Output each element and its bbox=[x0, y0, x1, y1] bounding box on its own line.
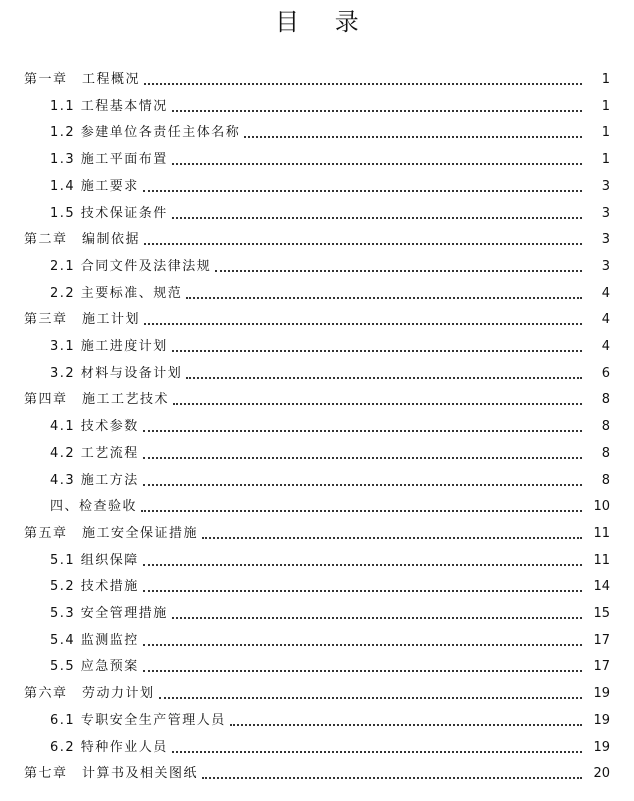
toc-entry-label: 4.3 施工方法 bbox=[50, 473, 139, 488]
toc-entry-label: 第五章 施工安全保证措施 bbox=[24, 526, 199, 541]
toc-entry-page-number: 8 bbox=[601, 392, 610, 407]
dot-leader bbox=[143, 484, 582, 486]
toc-chapter-entry[interactable] bbox=[0, 303, 634, 329]
toc-entry-page-number: 1 bbox=[601, 152, 610, 167]
dot-leader bbox=[172, 350, 582, 352]
toc-section-entry[interactable] bbox=[0, 437, 634, 463]
dot-leader bbox=[172, 751, 582, 753]
dot-leader bbox=[172, 217, 582, 219]
toc-entry-page-number: 8 bbox=[601, 419, 610, 434]
toc-entry-page-number: 4 bbox=[601, 286, 610, 301]
toc-entry-label: 5.1 组织保障 bbox=[50, 553, 139, 568]
toc-entry-page-number: 19 bbox=[593, 740, 610, 755]
dot-leader bbox=[143, 564, 582, 566]
toc-section-entry[interactable] bbox=[0, 597, 634, 623]
dot-leader bbox=[159, 697, 582, 699]
dot-leader bbox=[143, 644, 582, 646]
dot-leader bbox=[143, 430, 582, 432]
toc-entry-label: 5.5 应急预案 bbox=[50, 659, 139, 674]
toc-chapter-entry[interactable] bbox=[0, 677, 634, 703]
dot-leader bbox=[172, 617, 582, 619]
toc-entry-page-number: 8 bbox=[601, 473, 610, 488]
toc-entry-page-number: 1 bbox=[601, 72, 610, 87]
toc-entry-page-number: 3 bbox=[601, 232, 610, 247]
dot-leader bbox=[143, 457, 582, 459]
dot-leader bbox=[144, 243, 582, 245]
toc-section-entry[interactable] bbox=[0, 116, 634, 142]
toc-entry-page-number: 3 bbox=[601, 179, 610, 194]
toc-entry-label: 4.1 技术参数 bbox=[50, 419, 139, 434]
toc-entry-page-number: 4 bbox=[601, 339, 610, 354]
toc-entry-page-number: 8 bbox=[601, 446, 610, 461]
dot-leader bbox=[144, 323, 582, 325]
toc-entry-label: 1.1 工程基本情况 bbox=[50, 99, 168, 114]
toc-section-entry[interactable] bbox=[0, 410, 634, 436]
toc-entry-page-number: 1 bbox=[601, 125, 610, 140]
toc-entry-label: 5.2 技术措施 bbox=[50, 579, 139, 594]
toc-entry-label: 3.2 材料与设备计划 bbox=[50, 366, 183, 381]
toc-entry-page-number: 14 bbox=[593, 579, 610, 594]
toc-entry-page-number: 11 bbox=[593, 526, 610, 541]
toc-entry-label: 5.4 监测监控 bbox=[50, 633, 139, 648]
toc-entry-page-number: 6 bbox=[601, 366, 610, 381]
dot-leader bbox=[230, 724, 582, 726]
toc-entry-page-number: 19 bbox=[593, 686, 610, 701]
toc-entry-label: 2.2 主要标准、规范 bbox=[50, 286, 183, 301]
toc-entry-label: 1.5 技术保证条件 bbox=[50, 206, 168, 221]
toc-entry-label: 第一章 工程概况 bbox=[24, 72, 141, 87]
toc-entry-label: 四、检查验收 bbox=[50, 499, 138, 514]
toc-section-entry[interactable] bbox=[0, 143, 634, 169]
dot-leader bbox=[173, 403, 582, 405]
toc-section-entry[interactable] bbox=[0, 570, 634, 596]
toc-entry-label: 第二章 编制依据 bbox=[24, 232, 141, 247]
toc-entry-label: 第四章 施工工艺技术 bbox=[24, 392, 170, 407]
toc-section-entry[interactable] bbox=[0, 170, 634, 196]
toc-section-entry[interactable] bbox=[0, 464, 634, 490]
toc-chapter-entry[interactable] bbox=[0, 517, 634, 543]
toc-chapter-entry[interactable] bbox=[0, 63, 634, 89]
toc-section-entry[interactable] bbox=[0, 330, 634, 356]
toc-entry-label: 第六章 劳动力计划 bbox=[24, 686, 155, 701]
toc-entry-label: 6.1 专职安全生产管理人员 bbox=[50, 713, 226, 728]
toc-entry-label: 1.4 施工要求 bbox=[50, 179, 139, 194]
toc-section-entry[interactable] bbox=[0, 250, 634, 276]
toc-entry-page-number: 10 bbox=[593, 499, 610, 514]
dot-leader bbox=[244, 136, 582, 138]
dot-leader bbox=[186, 377, 582, 379]
dot-leader bbox=[143, 670, 582, 672]
dot-leader bbox=[143, 590, 582, 592]
toc-chapter-entry[interactable] bbox=[0, 757, 634, 783]
toc-section-entry[interactable] bbox=[0, 624, 634, 650]
toc-entry-page-number: 11 bbox=[593, 553, 610, 568]
toc-entry-label: 3.1 施工进度计划 bbox=[50, 339, 168, 354]
toc-section-entry[interactable] bbox=[0, 731, 634, 757]
toc-entry-label: 6.2 特种作业人员 bbox=[50, 740, 168, 755]
toc-section-entry[interactable] bbox=[0, 197, 634, 223]
toc-entry-page-number: 20 bbox=[593, 766, 610, 781]
dot-leader bbox=[215, 270, 582, 272]
toc-entry-label: 4.2 工艺流程 bbox=[50, 446, 139, 461]
toc-entry-page-number: 19 bbox=[593, 713, 610, 728]
toc-entry-page-number: 3 bbox=[601, 206, 610, 221]
toc-entry-label: 1.2 参建单位各责任主体名称 bbox=[50, 125, 241, 140]
toc-section-entry[interactable] bbox=[0, 704, 634, 730]
dot-leader bbox=[172, 110, 582, 112]
toc-entry-page-number: 3 bbox=[601, 259, 610, 274]
toc-entry-page-number: 1 bbox=[601, 99, 610, 114]
dot-leader bbox=[141, 510, 582, 512]
toc-section-entry[interactable] bbox=[0, 90, 634, 116]
toc-entry-label: 第三章 施工计划 bbox=[24, 312, 141, 327]
toc-entry-page-number: 17 bbox=[593, 633, 610, 648]
toc-chapter-entry[interactable] bbox=[0, 223, 634, 249]
toc-entry-page-number: 17 bbox=[593, 659, 610, 674]
dot-leader bbox=[144, 83, 582, 85]
toc-title: 目 录 bbox=[275, 8, 373, 36]
toc-section-entry[interactable] bbox=[0, 544, 634, 570]
toc-entry-label: 5.3 安全管理措施 bbox=[50, 606, 168, 621]
toc-section-entry[interactable] bbox=[0, 277, 634, 303]
toc-chapter-entry[interactable] bbox=[0, 383, 634, 409]
toc-entry-label: 2.1 合同文件及法律法规 bbox=[50, 259, 212, 274]
dot-leader bbox=[172, 163, 582, 165]
dot-leader bbox=[202, 537, 582, 539]
dot-leader bbox=[186, 297, 582, 299]
toc-section-entry[interactable] bbox=[0, 357, 634, 383]
toc-entry-label: 1.3 施工平面布置 bbox=[50, 152, 168, 167]
toc-entry-label: 第七章 计算书及相关图纸 bbox=[24, 766, 199, 781]
toc-entry-page-number: 4 bbox=[601, 312, 610, 327]
dot-leader bbox=[143, 190, 582, 192]
dot-leader bbox=[202, 777, 582, 779]
toc-section-entry[interactable] bbox=[0, 490, 634, 516]
toc-section-entry[interactable] bbox=[0, 650, 634, 676]
toc-entry-page-number: 15 bbox=[593, 606, 610, 621]
